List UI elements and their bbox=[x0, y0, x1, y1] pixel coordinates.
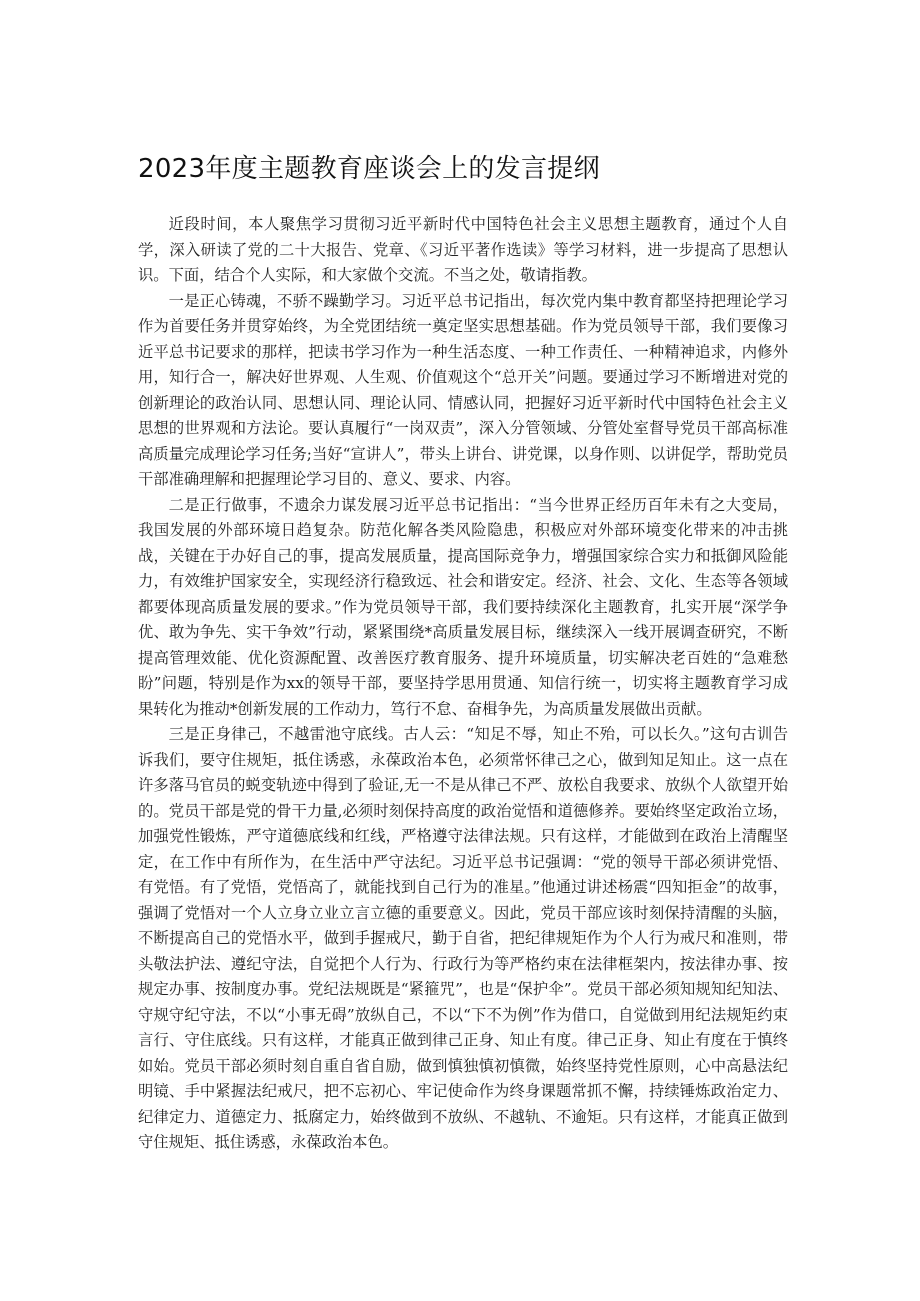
paragraph-point-one: 一是正心铸魂，不骄不躁勤学习。习近平总书记指出，每次党内集中教育都坚持把理论学习作为首要任务并贯穿始终，为全党团结统一奠定坚实思想基础。作为党员领导干部，我们要像习近平总书记要求的那样，把读书学习作为一种生活态度、一种工作责任、一种精神追求，内修外用，知行合一，解决好世界观、人生观、价值观这个“总开关”问题。要通过学习不断增进对党的创新理论的政治认同、思想认同、理论认同、情感认同，把握好习近平新时代中国特色社会主义思想的世界观和方法论。要认真履行“一岗双责”，深入分管领域、分管处室督导党员干部高标准高质量完成理论学习任务;当好“宣讲人”，带头上讲台、讲党课，以身作则、以讲促学，帮助党员干部准确理解和把握理论学习目的、意义、要求、内容。 bbox=[138, 291, 788, 488]
paragraph-point-two: 二是正行做事，不遗余力谋发展习近平总书记指出：“当今世界正经历百年未有之大变局，我国发展的外部环境日趋复杂。防范化解各类风险隐患，积极应对外部环境变化带来的冲击挑战，关键在于办好自己的事，提高发展质量，提高国际竞争力，增强国家综合实力和抵御风险能力，有效维护国家安全，实现经济行稳致远、社会和谐安定。经济、社会、文化、生态等各领域都要体现高质量发展的要求。”作为党员领导干部，我们要持续深化主题教育，扎实开展“深学争优、敢为争先、实干争效”行动，紧紧围绕*高质量发展目标，继续深入一线开展调查研究，不断提高管理效能、优化资源配置、改善医疗教育服务、提升环境质量，切实解决老百姓的“急难愁盼”问题，特别是作为xx的领导干部，要坚持学思用贯通、知信行统一，切实将主题教育学习成果转化为推动*创新发展的工作动力，笃行不怠、奋楫争先，为高质量发展做出贡献。 bbox=[138, 495, 788, 718]
document-page bbox=[138, 130, 788, 1156]
paragraph-intro: 近段时间，本人聚焦学习贯彻习近平新时代中国特色社会主义思想主题教育，通过个人自学，深入研读了党的二十大报告、党章、《习近平著作选读》等学习材料，进一步提高了思想认识。下面，结合个人实际，和大家做个交流。不当之处，敬请指教。 bbox=[138, 215, 788, 284]
document-title: 2023年度主题教育座谈会上的发言提纲 bbox=[138, 154, 600, 184]
paragraph-point-three: 三是正身律己，不越雷池守底线。古人云：“知足不辱，知止不殆，可以长久。”这句古训告诉我们，要守住规矩，抵住诱惑，永葆政治本色，必须常怀律己之心，做到知足知止。这一点在许多落马官员的蜕变轨迹中得到了验证,无一不是从律己不严、放松自我要求、放纵个人欲望开始的。党员干部是党的骨干力量,必须时刻保持高度的政治觉悟和道德修养。要始终坚定政治立场，加强党性锻炼，严守道德底线和红线，严格遵守法律法规。只有这样，才能做到在政治上清醒坚定，在工作中有所作为，在生活中严守法纪。习近平总书记强调：“党的领导干部必须讲党悟、有党悟。有了党悟，党悟高了，就能找到自己行为的准星。”他通过讲述杨震“四知拒金”的故事，强调了党悟对一个人立身立业立言立德的重要意义。因此，党员干部应该时刻保持清醒的头脑，不断提高自己的党悟水平，做到手握戒尺，勤于自省，把纪律规矩作为个人行为戒尺和准则，带头敬法护法、遵纪守法，自觉把个人行为、行政行为等严格约束在法律框架内，按法律办事、按规定办事、按制度办事。党纪法规既是“紧箍咒”，也是“保护伞”。党员干部必须知规知纪知法、守规守纪守法，不以“小事无碍”放纵自己，不以“下不为例”作为借口，自觉做到用纪法规矩约束言行、守住底线。只有这样，才能真正做到律己正身、知止有度。律己正身、知止有度在于慎终如始。党员干部必须时刻自重自省自励，做到慎独慎初慎微，始终坚持党性原则，心中高悬法纪明镜、手中紧握法纪戒尺，把不忘初心、牢记使命作为终身课题常抓不懈，持续锤炼政治定力、纪律定力、道德定力、抵腐定力，始终做到不放纵、不越轨、不逾矩。只有这样，才能真正做到守住规矩、抵住诱惑，永葆政治本色。 bbox=[138, 725, 788, 1151]
